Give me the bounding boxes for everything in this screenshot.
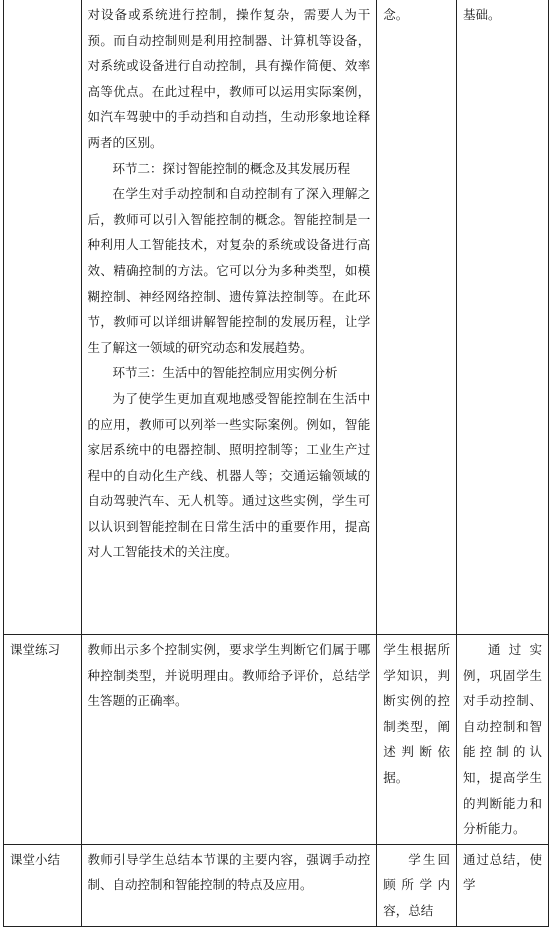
lesson-plan-table <box>3 0 549 927</box>
paragraph: 对设备或系统进行控制，操作复杂，需要人为干预。而自动控制则是利用控制器、计算机等设备，对系统或设备进行自动控制，具有操作简便、效率高等优点。在此过程中，教师可以运用实际案例，如汽车驾驶中的手动挡和自动挡，生动形象地诠释两者的区别。 <box>87 7 371 150</box>
teacher-activity-cell <box>81 0 377 635</box>
row-label-cell: 课堂练习 <box>4 635 82 845</box>
teacher-activity-cell: 教师引导学生总结本节课的主要内容，强调手动控制、自动控制和智能控制的特点及应用。 <box>81 844 377 926</box>
row-label-cell <box>4 0 82 635</box>
paragraph: 在学生对手动控制和自动控制有了深入理解之后，教师可以引入智能控制的概念。智能控制是一种利用人工智能技术，对复杂的系统或设备进行高效、精确控制的方法。它可以分为多种类型，如模糊控制、神经网络控制、遗传算法控制等。在此环节，教师可以详细讲解智能控制的发展历程，让学生了解这一领域的研究动态和发展趋势。 <box>87 186 371 355</box>
student-activity-cell: 念。 <box>377 0 457 635</box>
student-activity-cell: 学生根据所学知识，判断实例的控制类型，阐述判断依据。 <box>377 635 457 845</box>
table-row <box>4 844 549 926</box>
section-heading: 环节二：探讨智能控制的概念及其发展历程 <box>112 160 351 176</box>
design-intent-cell: 通过实例，巩固学生对手动控制、自动控制和智能控制的认知，提高学生的判断能力和分析能力。 <box>457 635 549 845</box>
teacher-activity-cell: 教师出示多个控制实例，要求学生判断它们属于哪种控制类型，并说明理由。教师给予评价，总结学生答题的正确率。 <box>81 635 377 845</box>
design-intent-cell: 基础。 <box>457 0 549 635</box>
paragraph: 为了使学生更加直观地感受智能控制在生活中的应用，教师可以列举一些实际案例。例如，智能家居系统中的电器控制、照明控制等；工业生产过程中的自动化生产线、机器人等；交通运输领域的自动驾驶汽车、无人机等。通过这些实例，学生可以认识到智能控制在日常生活中的重要作用，提高对人工智能技术的关注度。 <box>87 390 371 560</box>
student-activity-cell: 学生回顾所学内容，总结 <box>377 844 457 926</box>
row-label-cell: 课堂小结 <box>4 844 82 926</box>
design-intent-cell: 通过总结，使学 <box>457 844 549 926</box>
table-row <box>4 635 549 845</box>
table-row <box>4 0 549 635</box>
section-heading: 环节三：生活中的智能控制应用实例分析 <box>112 365 338 381</box>
